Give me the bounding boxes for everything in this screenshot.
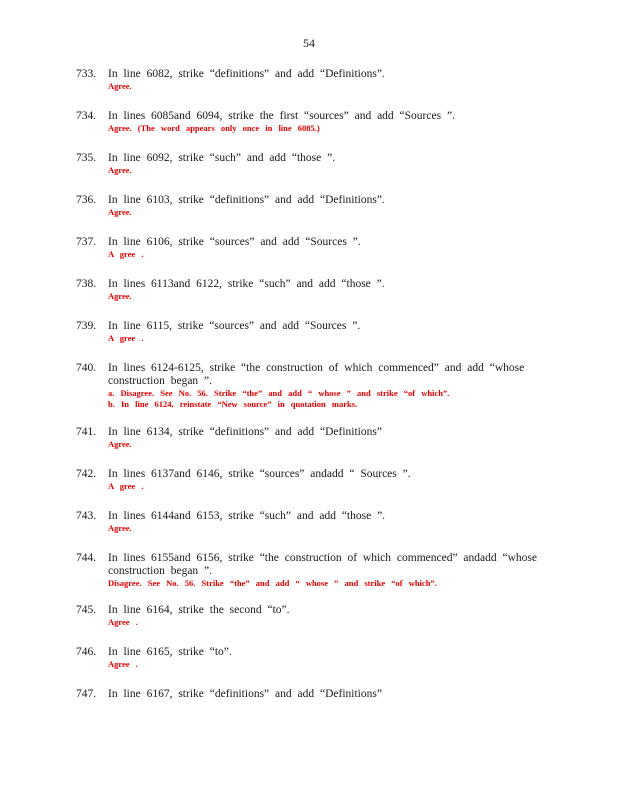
list-item xyxy=(0,604,618,646)
item-number: 741. xyxy=(76,426,97,438)
item-text: In lines 6144and 6153, strike “such” and add “those ”. xyxy=(108,510,386,522)
item-number: 733. xyxy=(76,68,97,80)
list-item xyxy=(0,362,618,426)
item-text: In line 6092, strike “such” and add “those ”. xyxy=(108,152,336,164)
item-text: In line 6082, strike “definitions” and add “Definitions”. xyxy=(108,68,385,80)
item-response: Disagree. See No. 56. Strike “the” and add “ whose ” and strike “of which”. xyxy=(108,578,437,588)
item-response: Agree. xyxy=(108,81,132,91)
item-response: A gree . xyxy=(108,333,144,343)
item-response: A gree . xyxy=(108,481,144,491)
item-response: Agree. xyxy=(108,207,132,217)
item-response: Agree. xyxy=(108,291,132,301)
list-item xyxy=(0,68,618,110)
list-item xyxy=(0,110,618,152)
item-text: In line 6134, strike “definitions” and add “Definitions” xyxy=(108,426,382,438)
item-text: In lines 6155and 6156, strike “the construction of which commenced” andadd “whose construction began ”. xyxy=(108,552,537,577)
item-response: b. In line 6124, reinstate “New source” in quotation marks. xyxy=(108,399,358,409)
item-number: 743. xyxy=(76,510,97,522)
item-response: Agree. (The word appears only once in line 6085.) xyxy=(108,123,320,133)
item-number: 740. xyxy=(76,362,97,374)
list-item xyxy=(0,510,618,552)
item-text: In line 6165, strike “to”. xyxy=(108,646,232,658)
list-item xyxy=(0,236,618,278)
item-response: Agree. xyxy=(108,523,132,533)
item-number: 734. xyxy=(76,110,97,122)
list-item xyxy=(0,468,618,510)
item-number: 738. xyxy=(76,278,97,290)
page-number: 54 xyxy=(303,36,315,50)
list-item xyxy=(0,552,618,604)
item-response: Agree . xyxy=(108,659,138,669)
item-response: Agree. xyxy=(108,439,132,449)
item-text: In lines 6137and 6146, strike “sources” andadd “ Sources ”. xyxy=(108,468,411,480)
item-text: In lines 6085and 6094, strike the first “sources” and add “Sources ”. xyxy=(108,110,455,122)
item-text: In lines 6113and 6122, strike “such” and add “those ”. xyxy=(108,278,385,290)
list-item xyxy=(0,320,618,362)
list-item xyxy=(0,688,618,718)
amendment-list xyxy=(0,68,618,718)
item-number: 736. xyxy=(76,194,97,206)
item-text: In line 6164, strike the second “to”. xyxy=(108,604,290,616)
list-item xyxy=(0,278,618,320)
list-item xyxy=(0,646,618,688)
item-text: In line 6115, strike “sources” and add “Sources ”. xyxy=(108,320,361,332)
item-number: 742. xyxy=(76,468,97,480)
item-response: A gree . xyxy=(108,249,144,259)
list-item xyxy=(0,152,618,194)
item-number: 737. xyxy=(76,236,97,248)
item-response: Agree. xyxy=(108,165,132,175)
item-number: 739. xyxy=(76,320,97,332)
item-text: In lines 6124-6125, strike “the construction of which commenced” and add “whose construction began ”. xyxy=(108,362,525,387)
item-number: 744. xyxy=(76,552,97,564)
list-item xyxy=(0,194,618,236)
item-text: In line 6167, strike “definitions” and add “Definitions” xyxy=(108,688,382,700)
item-response: Agree . xyxy=(108,617,138,627)
list-item xyxy=(0,426,618,468)
item-number: 746. xyxy=(76,646,97,658)
item-number: 735. xyxy=(76,152,97,164)
item-number: 745. xyxy=(76,604,97,616)
item-response: a. Disagree. See No. 56. Strike “the” and add “ whose ” and strike “of which”. xyxy=(108,388,450,398)
item-text: In line 6103, strike “definitions” and add “Definitions”. xyxy=(108,194,385,206)
item-number: 747. xyxy=(76,688,97,700)
item-text: In line 6106, strike “sources” and add “Sources ”. xyxy=(108,236,361,248)
